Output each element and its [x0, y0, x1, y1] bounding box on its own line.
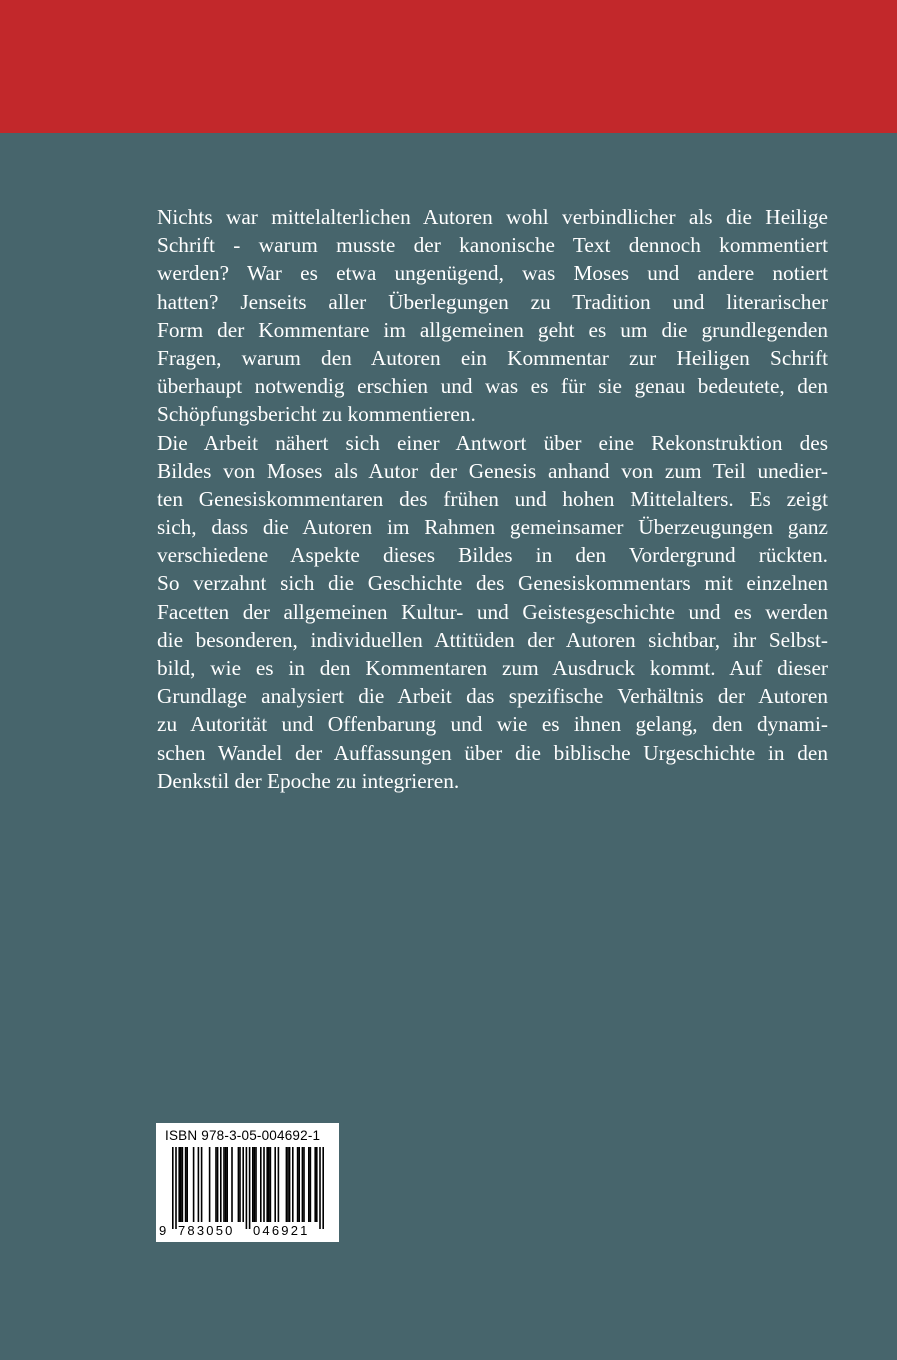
barcode-bar	[274, 1147, 276, 1222]
barcode-bar	[297, 1147, 299, 1222]
barcode-bar	[215, 1147, 217, 1222]
barcode-bar	[220, 1147, 222, 1222]
barcode-bar	[316, 1147, 318, 1222]
blurb-line: schen Wandel der Auffassungen über die biblische Urgeschichte in den	[157, 740, 828, 765]
blurb-line: Nichts war mittelalterlichen Autoren wohl verbindlicher als die Heilige	[157, 205, 828, 229]
isbn-barcode	[156, 1123, 339, 1242]
blurb-line: Schöpfungsbericht zu kommentieren.	[157, 402, 476, 427]
barcode-bar	[217, 1147, 219, 1222]
blurb-line: verschiedene Aspekte dieses Bildes in den Vordergrund rückten.	[157, 543, 828, 568]
barcode-bar	[193, 1147, 195, 1222]
blurb-line: Schrift - warum musste der kanonische Text dennoch kommentiert	[157, 233, 828, 258]
barcode-bar	[185, 1147, 187, 1222]
barcode-bar	[292, 1147, 294, 1222]
blurb-line: zu Autorität und Offenbarung und wie es ihnen gelang, den dynami-	[157, 712, 828, 737]
barcode-bar	[255, 1147, 257, 1222]
ean-right-digits: 046921	[253, 1223, 310, 1238]
blurb-line: die besonderen, individuellen Attitüden der Autoren sichtbar, ihr Selbst-	[157, 627, 828, 652]
isbn-label: ISBN 978-3-05-004692-1	[165, 1128, 321, 1143]
barcode-bar	[286, 1147, 288, 1222]
blurb-line: Die Arbeit nähert sich einer Antwort über eine Rekonstruktion des	[157, 430, 828, 455]
barcode-bar	[242, 1147, 244, 1222]
blurb-line: Form der Kommentare im allgemeinen geht es um die grundlegenden	[157, 317, 828, 342]
barcode-bar	[308, 1147, 310, 1222]
barcode-bar	[266, 1147, 268, 1222]
blurb-line: bild, wie es in den Kommentaren zum Ausdruck kommt. Auf dieser	[157, 656, 828, 680]
blurb-line: Grundlage analysiert die Arbeit das spezifische Verhältnis der Autoren	[157, 684, 828, 709]
barcode-bar	[186, 1147, 188, 1222]
barcode-bar	[180, 1147, 182, 1222]
barcode-bar	[310, 1147, 312, 1222]
back-cover-blurb	[157, 203, 828, 795]
barcode-bar	[254, 1147, 256, 1222]
ean-lead-digit: 9	[159, 1223, 167, 1238]
blurb-line: Facetten der allgemeinen Kultur- und Geistesgeschichte und es werden	[157, 599, 828, 624]
blurb-line: Fragen, warum den Autoren ein Kommentar zur Heiligen Schrift	[157, 345, 828, 370]
blurb-line: Denkstil der Epoche zu integrieren.	[157, 768, 460, 793]
barcode-bar	[268, 1147, 270, 1222]
barcode-bar	[198, 1147, 200, 1222]
barcode-bar	[231, 1147, 233, 1222]
barcode-bar	[238, 1147, 240, 1222]
barcode-bar	[252, 1147, 254, 1222]
barcode-bar	[302, 1147, 304, 1222]
barcode-bar	[289, 1147, 291, 1222]
barcode-bar	[201, 1147, 203, 1222]
barcode-bar	[223, 1147, 225, 1222]
ean-left-digits: 783050	[178, 1223, 235, 1238]
top-color-band	[0, 0, 897, 133]
barcode-bar	[249, 1147, 251, 1229]
blurb-line: überhaupt notwendig erschien und was es für sie genau bedeutete, den	[157, 374, 828, 399]
barcode-bar	[270, 1147, 272, 1222]
blurb-line: Bildes von Moses als Autor der Genesis anhand von zum Teil unedier-	[157, 458, 828, 483]
barcode-bar	[172, 1147, 174, 1229]
barcode-bar	[246, 1147, 248, 1229]
barcode-bar	[182, 1147, 184, 1222]
blurb-line: ten Genesiskommentaren des frühen und hohen Mittelalters. Es zeigt	[157, 486, 828, 511]
blurb-line: hatten? Jenseits aller Überlegungen zu Tradition und literarischer	[157, 289, 828, 314]
barcode-bar	[314, 1147, 316, 1222]
barcode-bar	[322, 1147, 324, 1229]
barcode-bar	[225, 1147, 227, 1222]
barcode-bar	[178, 1147, 180, 1222]
barcode-bar	[319, 1147, 321, 1229]
barcode-bar	[226, 1147, 228, 1222]
barcode-bar	[278, 1147, 280, 1222]
blurb-line: werden? War es etwa ungenügend, was Moses und andere notiert	[157, 261, 828, 286]
barcode-bar	[260, 1147, 262, 1222]
barcode-bar	[298, 1147, 300, 1222]
barcode-bar	[303, 1147, 305, 1222]
barcode-bar	[209, 1147, 211, 1222]
barcode-bar	[239, 1147, 241, 1222]
barcode-bar	[287, 1147, 289, 1222]
barcode-bar	[175, 1147, 177, 1229]
barcode-bar	[263, 1147, 265, 1222]
blurb-line: sich, dass die Autoren im Rahmen gemeinsamer Überzeugungen ganz	[157, 515, 828, 540]
blurb-line: So verzahnt sich die Geschichte des Genesiskommentars mit einzelnen	[157, 571, 828, 596]
